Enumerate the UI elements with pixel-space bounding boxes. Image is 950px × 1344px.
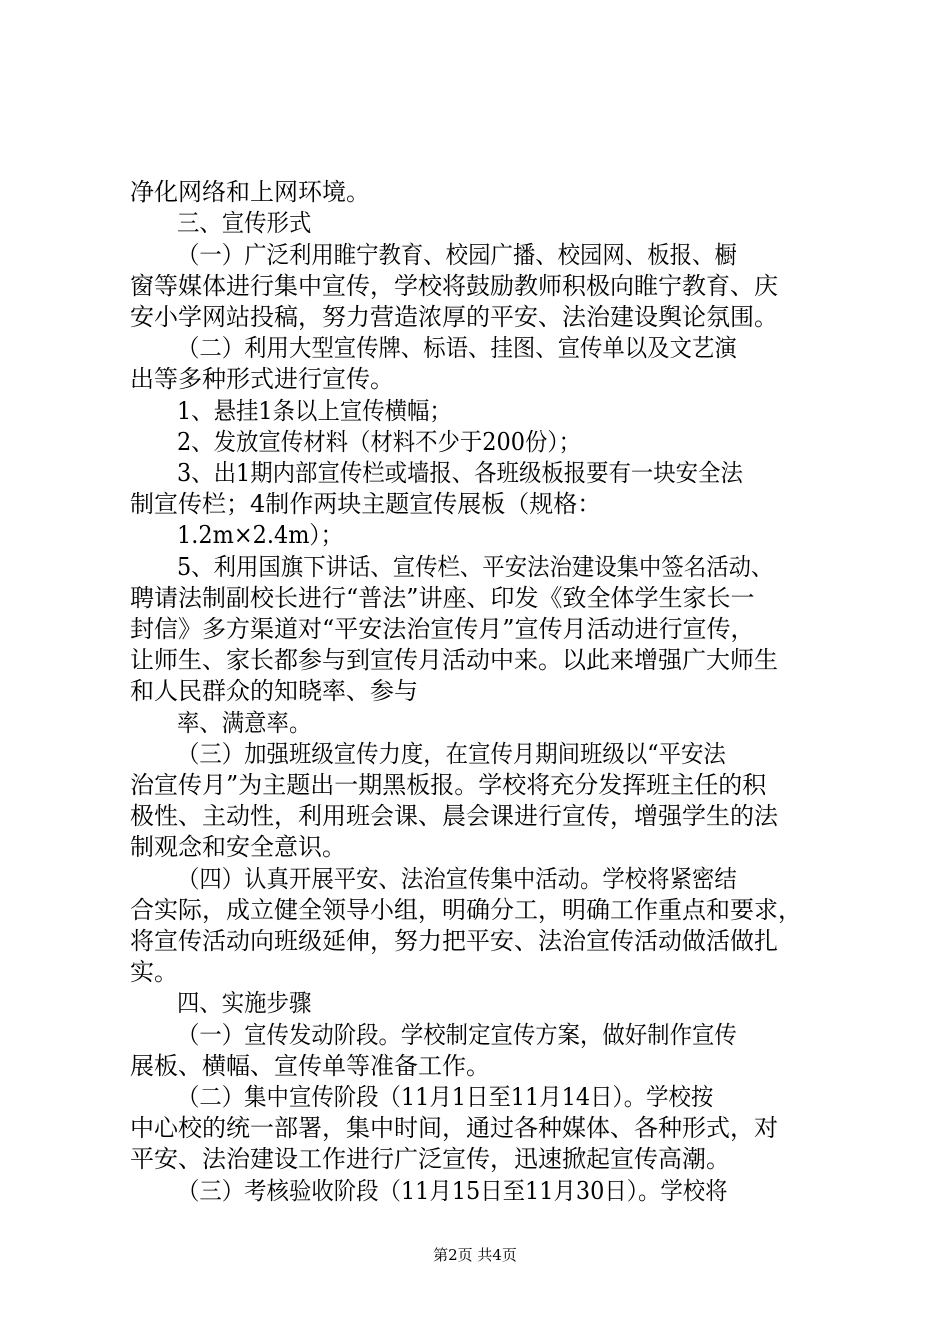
text-line: 1、悬挂1条以上宣传横幅； [177,397,452,425]
text-line: 2、发放宣传材料（材料不少于200份）； [177,428,582,456]
text-line: 治宣传月”为主题出一期黑板报。学校将充分发挥班主任的积 [130,771,767,799]
section-heading: 四、实施步骤 [177,989,312,1017]
text-line: 制宣传栏；4制作两块主题宣传展板（规格： [130,490,602,518]
text-line: 制观念和安全意识。 [130,833,346,861]
text-line: 出等多种形式进行宣传。 [130,365,394,393]
text-line: 中心校的统一部署，集中时间，通过各种媒体、各种形式，对 [130,1114,778,1142]
text-line: （二）利用大型宣传牌、标语、挂图、宣传单以及文艺演 [177,334,737,362]
text-line: （三）考核验收阶段（11月15日至11月30日）。学校将 [177,1177,728,1205]
text-line: （一）宣传发动阶段。学校制定宣传方案，做好制作宣传 [177,1021,737,1049]
text-line: 安小学网站投稿，努力营造浓厚的平安、法治建设舆论氛围。 [130,303,778,331]
text-line: （三）加强班级宣传力度，在宣传月期间班级以“平安法 [177,740,726,768]
text-line: 极性、主动性，利用班会课、晨会课进行宣传，增强学生的法 [130,802,778,830]
text-line: 和人民群众的知晓率、参与 [130,677,418,705]
text-line: 让师生、家长都参与到宣传月活动中来。以此来增强广大师生 [130,646,778,674]
text-line: 1.2m×2.4m）； [177,521,344,549]
text-line: 率、满意率。 [177,709,312,737]
text-line: 展板、横幅、宣传单等准备工作。 [130,1052,490,1080]
text-line: 将宣传活动向班级延伸，努力把平安、法治宣传活动做活做扎 [130,927,778,955]
text-line: 平安、法治建设工作进行广泛宣传，迅速掀起宣传高潮。 [130,1145,730,1173]
text-line: （一）广泛利用睢宁教育、校园广播、校园网、板报、橱 [177,241,737,269]
section-heading: 三、宣传形式 [177,209,312,237]
text-line: （二）集中宣传阶段（11月1日至11月14日）。学校按 [177,1083,714,1111]
text-line: 3、出1期内部宣传栏或墙报、各班级板报要有一块安全法 [177,459,743,487]
text-line: 封信》多方渠道对“平安法治宣传月”宣传月活动进行宣传， [130,615,755,643]
page-number-footer: 第2页 共4页 [433,1246,517,1264]
text-line: 聘请法制副校长进行“普法”讲座、印发《致全体学生家长一 [130,584,755,612]
text-line: 净化网络和上网环境。 [130,178,370,206]
text-line: 合实际，成立健全领导小组，明确分工，明确工作重点和要求， [130,896,802,924]
text-line: 5、利用国旗下讲话、宣传栏、平安法治建设集中签名活动、 [177,553,774,581]
text-line: 实。 [130,958,178,986]
text-line: （四）认真开展平安、法治宣传集中活动。学校将紧密结 [177,865,737,893]
text-line: 窗等媒体进行集中宣传，学校将鼓励教师积极向睢宁教育、庆 [130,272,778,300]
